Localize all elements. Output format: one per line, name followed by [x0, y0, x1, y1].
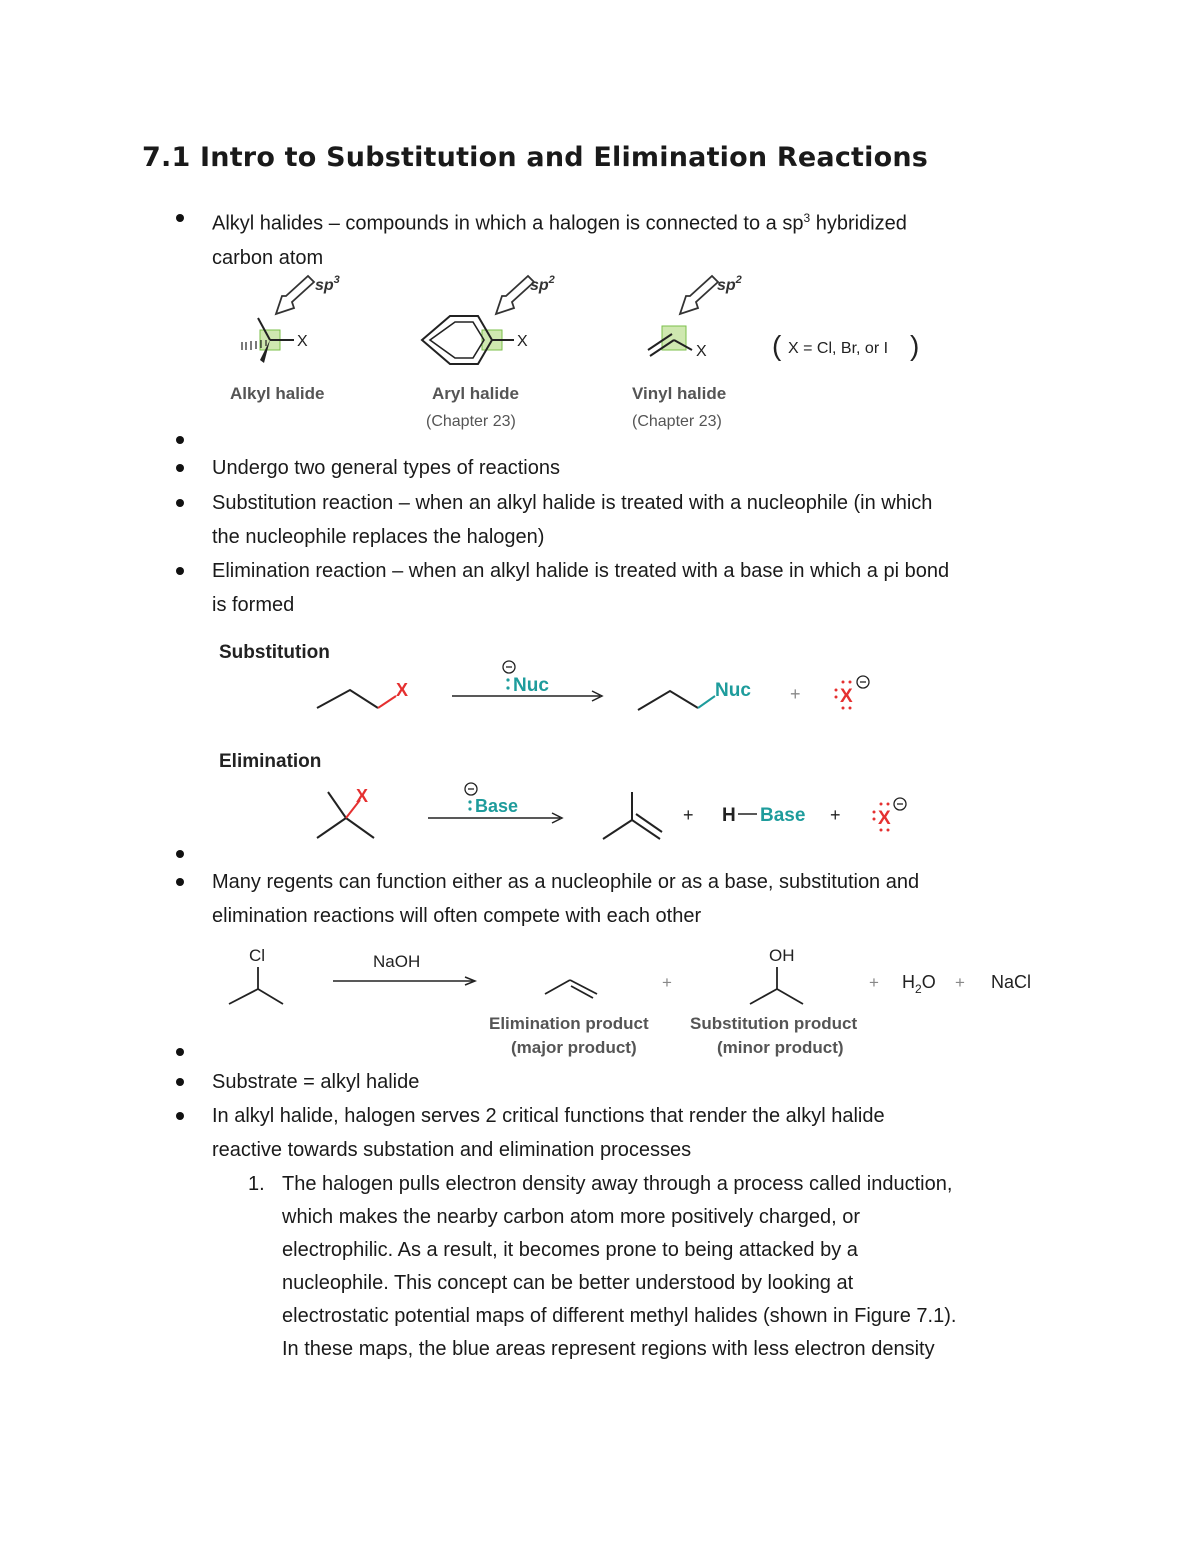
halide-x: X [878, 808, 891, 829]
bullet-alkyl-halides [212, 201, 1072, 275]
halide-x: X [840, 686, 853, 707]
halide-anion [835, 676, 870, 710]
arrow-icon [496, 276, 534, 314]
elimination-product-label: Elimination product [489, 1014, 649, 1033]
paren-close: ) [910, 330, 920, 361]
bullet-dot [176, 567, 184, 575]
halide-anion [873, 798, 907, 832]
vinyl-halide-label: Vinyl halide [632, 384, 727, 403]
halide-types-figure [220, 268, 940, 438]
bullet-dot [176, 878, 184, 886]
double-bond [636, 814, 662, 832]
numbered-line: electrostatic potential maps of different methyl halides (shown in Figure 7.1). [282, 1305, 957, 1327]
bullet-dot [176, 1048, 184, 1056]
x-label: X [696, 343, 707, 360]
bond [545, 980, 570, 994]
bullet-text: Substitution reaction – when an alkyl halide is treated with a nucleophile (in which [212, 492, 933, 514]
base-reagent: Base [475, 796, 519, 816]
nuc-reagent: Nuc [513, 675, 549, 696]
sp2-label: $sp^2$ [717, 274, 742, 294]
nuc-product: Nuc [715, 680, 751, 701]
bullet-text: hybridized [810, 212, 907, 235]
plus-sign: + [955, 973, 965, 992]
lone-pair-dot [506, 686, 509, 689]
bullet-text: In alkyl halide, halogen serves 2 critical functions that render the alkyl halide [212, 1105, 885, 1127]
sp2-label: $sp^2$ [530, 274, 555, 294]
bond [346, 818, 374, 838]
h-atom: H [722, 805, 736, 826]
elimination-label: Elimination [219, 751, 322, 772]
halogen-x: X [356, 786, 369, 806]
bond [328, 792, 346, 818]
bond [229, 989, 258, 1004]
bullet-dot [176, 499, 184, 507]
bullet-elimination [212, 554, 1072, 622]
plus-sign: + [869, 973, 879, 992]
substitution-product-label: Substitution product [690, 1014, 858, 1033]
numbered-item-induction [282, 1168, 1082, 1366]
reaction-types-figure [210, 630, 930, 845]
page-title: 7.1 Intro to Substitution and Elimination Reactions [142, 142, 929, 173]
bond [258, 989, 283, 1004]
double-bond [571, 986, 593, 998]
numbered-line: In these maps, the blue areas represent regions with less electron density [282, 1338, 935, 1360]
oh-label: OH [769, 946, 795, 965]
naoh-reagent: NaOH [373, 952, 421, 971]
superscript: 3 [803, 211, 811, 225]
bullet-compete [212, 865, 1072, 933]
nacl-label: NaCl [991, 972, 1032, 992]
bullet-text: Elimination reaction – when an alkyl halide is treated with a base in which a pi bond [212, 560, 950, 582]
lone-pair-dot [506, 678, 509, 681]
list-number: 1. [248, 1173, 265, 1195]
alkyl-chain [638, 691, 698, 710]
aryl-halide-label: Aryl halide [432, 384, 519, 403]
bullet-dot [176, 1112, 184, 1120]
bullet-dot [176, 214, 184, 222]
major-product-label: (major product) [511, 1038, 637, 1057]
sp3-label: $sp^3$ [315, 274, 340, 294]
bullet-text: Alkyl halides – compounds in which a halogen is connected to a sp [212, 212, 804, 235]
bullet-dot [176, 436, 184, 444]
plus-sign: + [683, 805, 694, 825]
halogen-x: X [396, 680, 409, 700]
bullet-halogen-functions [212, 1099, 1072, 1167]
bullet-text: the nucleophile replaces the halogen) [212, 526, 545, 548]
cl-label: Cl [249, 946, 266, 965]
paren-open: ( [772, 330, 782, 361]
substitution-label: Substitution [219, 642, 330, 663]
vinyl-chapter-label: (Chapter 23) [632, 413, 722, 430]
bullet-dot [176, 464, 184, 472]
arrow-icon [276, 276, 314, 314]
bullet-substrate: Substrate = alkyl halide [212, 1071, 420, 1093]
bullet-dot [176, 850, 184, 858]
plus-sign: + [662, 973, 672, 992]
bond [750, 989, 777, 1004]
bullet-two-types: Undergo two general types of reactions [212, 457, 560, 479]
lone-pair-dot [468, 807, 471, 810]
numbered-line: nucleophile. This concept can be better understood by looking at [282, 1272, 854, 1294]
bond [777, 989, 803, 1004]
water-label: $H_2O$ [902, 972, 936, 996]
x-definition: X = Cl, Br, or I [788, 340, 889, 357]
bullet-substitution [212, 486, 1072, 554]
lone-pair-dot [468, 800, 471, 803]
minor-product-label: (minor product) [717, 1038, 844, 1057]
c-x-bond [378, 696, 396, 708]
numbered-line: which makes the nearby carbon atom more positively charged, or [282, 1206, 861, 1228]
bullet-text: is formed [212, 594, 295, 616]
c-nuc-bond [698, 696, 715, 708]
plus-sign: + [790, 684, 801, 704]
x-label: X [517, 333, 528, 350]
bond [317, 818, 346, 838]
plus-sign: + [830, 805, 841, 825]
h-base-product: Base [760, 805, 806, 826]
numbered-line: The halogen pulls electron density away through a process called induction, [282, 1173, 953, 1195]
arrow-icon [680, 276, 718, 314]
numbered-line: electrophilic. As a result, it becomes prone to being attacked by a [282, 1239, 858, 1261]
bond [603, 820, 632, 839]
alkyl-chain [317, 690, 378, 708]
double-bond [632, 820, 660, 839]
bullet-text: reactive towards substation and elimination processes [212, 1139, 692, 1161]
bullet-text: elimination reactions will often compete with each other [212, 905, 702, 927]
bullet-text: Many regents can function either as a nucleophile or as a base, substitution and [212, 871, 920, 893]
x-label: X [297, 333, 308, 350]
bullet-dot [176, 1078, 184, 1086]
alkyl-halide-label: Alkyl halide [230, 384, 325, 403]
bullet-text: carbon atom [212, 246, 324, 269]
aryl-chapter-label: (Chapter 23) [426, 413, 516, 430]
naoh-reaction-figure [215, 940, 1065, 1065]
